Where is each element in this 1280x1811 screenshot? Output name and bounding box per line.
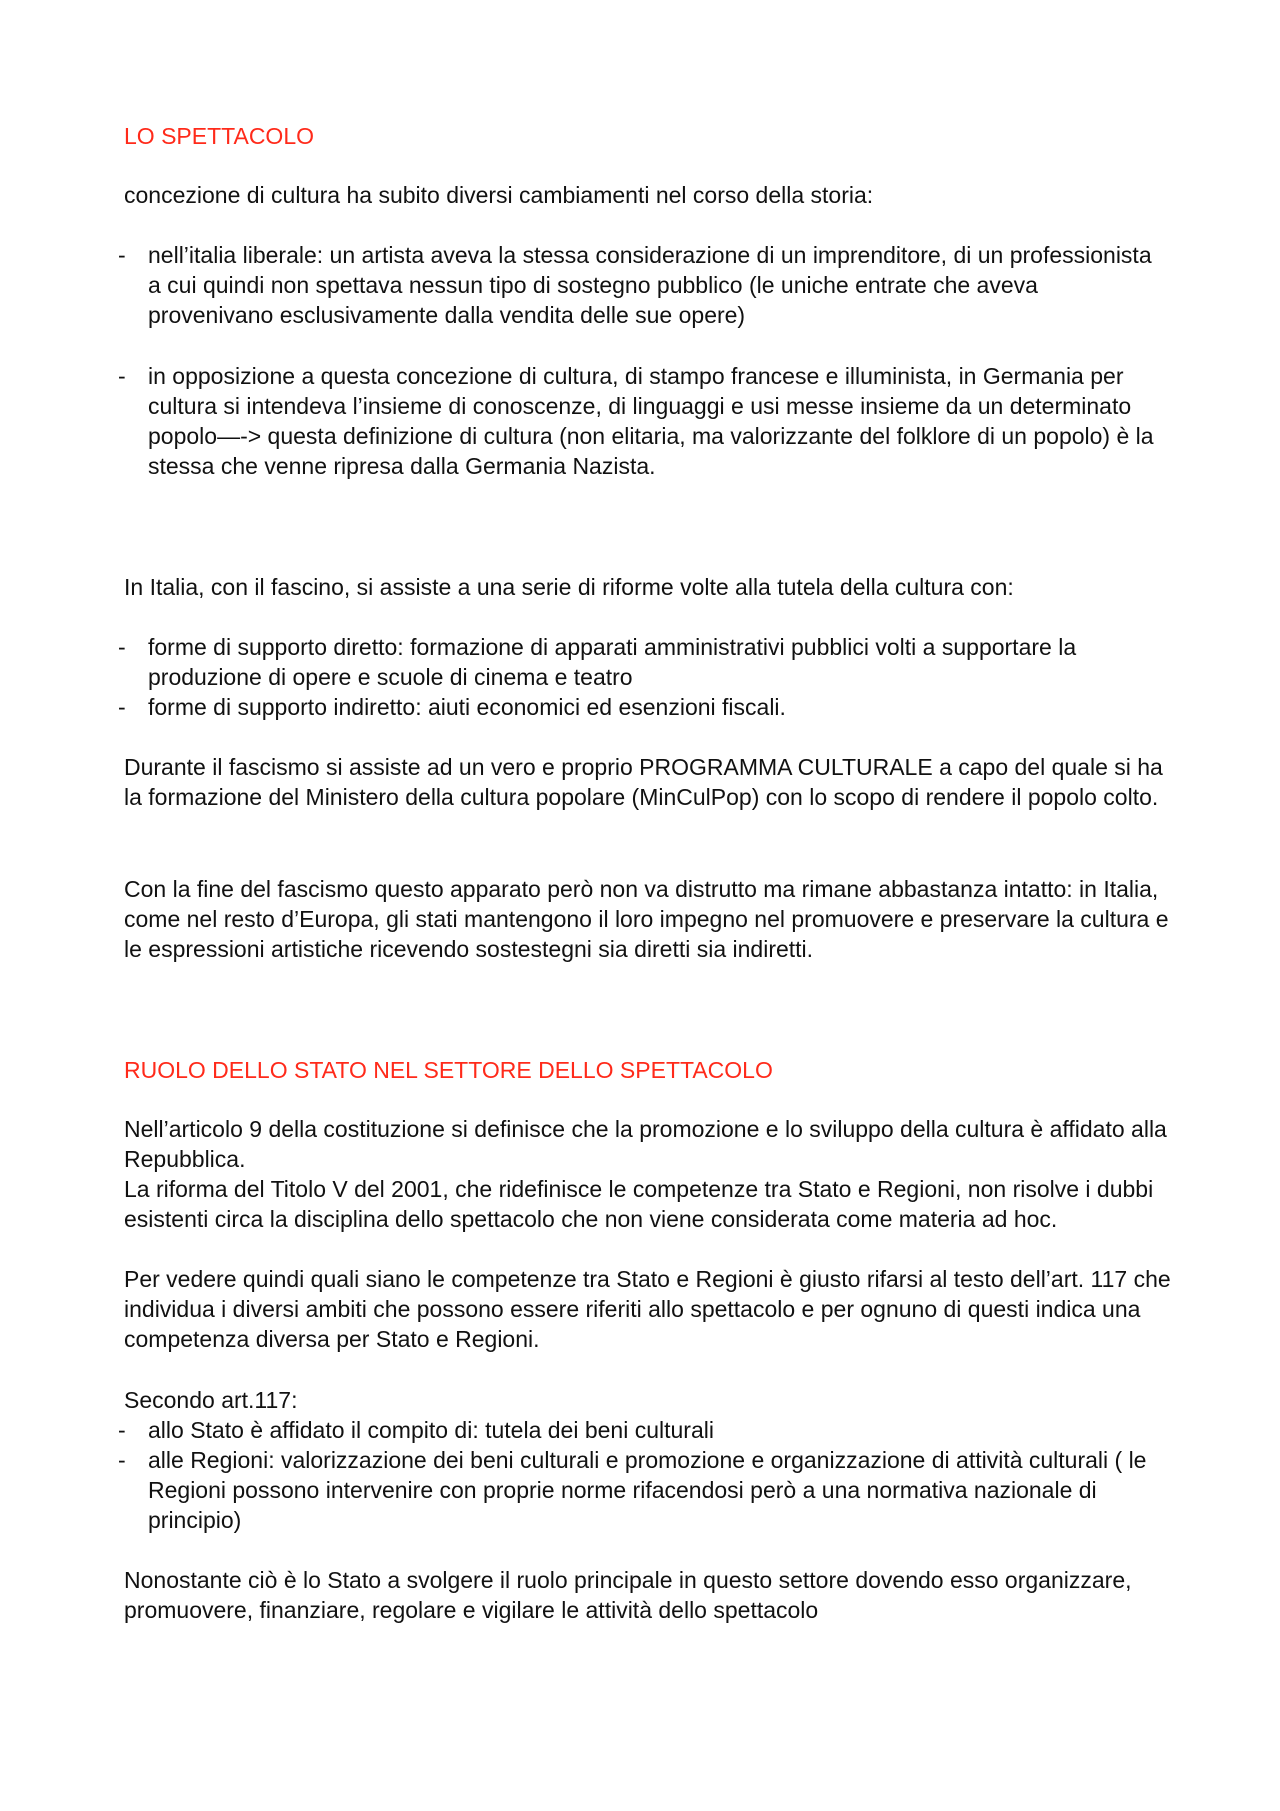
list-item [118, 240, 1168, 330]
bullet-dash: - [118, 242, 126, 268]
paragraph-titolo-v: La riforma del Titolo V del 2001, che ridefinisce le competenze tra Stato e Regioni, non risolve i dubbi esistenti circa la disciplina dello spettacolo che non viene considerata come materia ad hoc. [124, 1176, 1154, 1232]
section-title-lo-spettacolo: LO SPETTACOLO [124, 123, 315, 149]
paragraph-art-117: Per vedere quindi quali siano le competenze tra Stato e Regioni è giusto rifarsi al testo dell’art. 117 che individua i diversi ambiti che possono essere riferiti allo spettacolo e per ognuno di questi indica una competenza diversa per Stato e Regioni. [124, 1266, 1171, 1352]
list-item [118, 1415, 1168, 1445]
list-item-text: in opposizione a questa concezione di cultura, di stampo francese e illuminista, in Germania per cultura si intendeva l’insieme di conoscenze, di linguaggi e usi messe insieme da un determinato popolo—-> questa definizione di cultura (non elitaria, ma valorizzante del folklore di un popolo) è la stessa che venne ripresa dalla Germania Nazista. [148, 363, 1154, 479]
section-title-ruolo-stato: RUOLO DELLO STATO NEL SETTORE DELLO SPETTACOLO [124, 1057, 773, 1083]
list-item-text: nell’italia liberale: un artista aveva la stessa considerazione di un imprenditore, di un professionista a cui quindi non spettava nessun tipo di sostegno pubblico (le uniche entrate che aveva provenivano esclusivamente dalla vendita delle sue opere) [148, 242, 1152, 328]
bullet-dash: - [118, 1447, 126, 1473]
list-item-text: allo Stato è affidato il compito di: tutela dei beni culturali [148, 1417, 714, 1443]
bullet-dash: - [118, 694, 126, 720]
list-item [118, 632, 1168, 692]
paragraph-programma-culturale: Durante il fascismo si assiste ad un vero e proprio PROGRAMMA CULTURALE a capo del quale si ha la formazione del Ministero della cultura popolare (MinCulPop) con lo scopo di rendere il popolo colto. [124, 754, 1163, 810]
bullet-dash: - [118, 634, 126, 660]
list-item-text: forme di supporto diretto: formazione di apparati amministrativi pubblici volti a supportare la produzione di opere e scuole di cinema e teatro [148, 634, 1077, 690]
list-item-text: forme di supporto indiretto: aiuti economici ed esenzioni fiscali. [148, 694, 786, 720]
paragraph-secondo-art-117: Secondo art.117: [124, 1387, 298, 1413]
intro-paragraph: concezione di cultura ha subito diversi cambiamenti nel corso della storia: [124, 182, 874, 208]
paragraph-fine-fascismo: Con la fine del fascismo questo apparato però non va distrutto ma rimane abbastanza intatto: in Italia, come nel resto d’Europa, gli stati mantengono il loro impegno nel promuovere e preservare la cultura e le espressioni artistiche ricevendo sostestegni sia diretti sia indiretti. [124, 876, 1169, 962]
paragraph-nonostante: Nonostante ciò è lo Stato a svolgere il ruolo principale in questo settore dovendo esso organizzare, promuovere, finanziare, regolare e vigilare le attività dello spettacolo [124, 1567, 1132, 1623]
list-item-text: alle Regioni: valorizzazione dei beni culturali e promozione e organizzazione di attività culturali ( le Regioni possono intervenire con proprie norme rifacendosi però a una normativa nazionale di principio) [148, 1447, 1147, 1533]
list-item [118, 692, 1168, 722]
bullet-dash: - [118, 1417, 126, 1443]
paragraph-italia-fascino: In Italia, con il fascino, si assiste a una serie di riforme volte alla tutela della cultura con: [124, 574, 1014, 600]
paragraph-articolo-9: Nell’articolo 9 della costituzione si definisce che la promozione e lo sviluppo della cultura è affidato alla Repubblica. [124, 1116, 1167, 1172]
list-item [118, 361, 1168, 481]
bullet-dash: - [118, 363, 126, 389]
list-item [118, 1445, 1168, 1535]
